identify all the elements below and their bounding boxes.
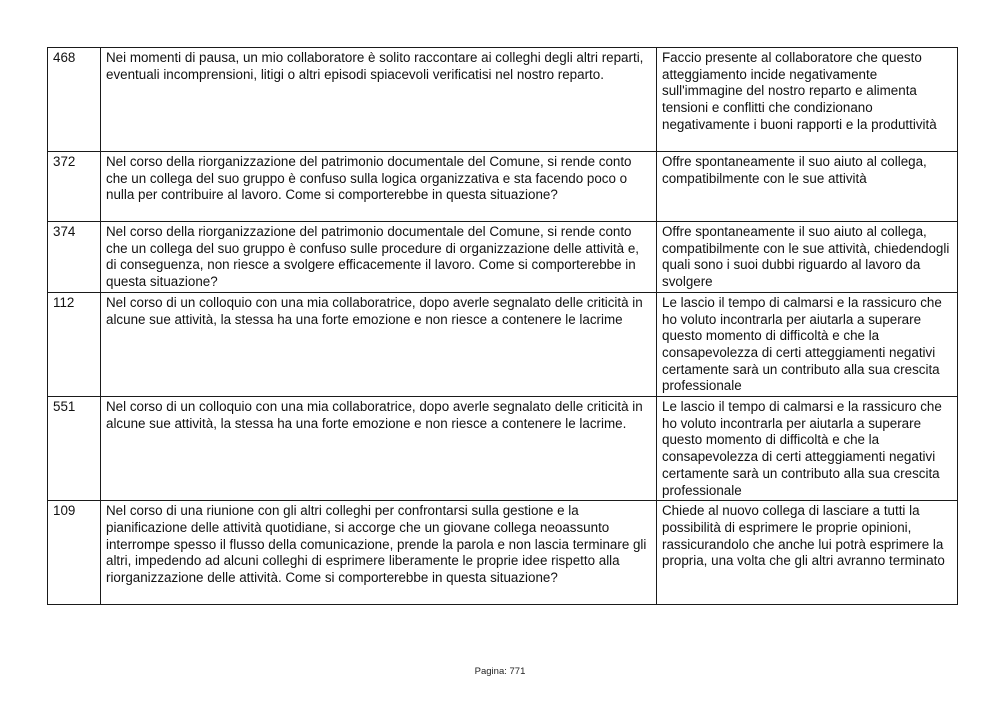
table-row: [48, 48, 958, 152]
answer-text-cell: Offre spontaneamente il suo aiuto al collega, compatibilmente con le sue attività, chiedendogli quali sono i suoi dubbi riguardo al lavoro da svolgere: [657, 222, 958, 293]
question-id-cell: 112: [48, 292, 101, 396]
table-row: [48, 397, 958, 501]
page-number: Pagina: 771: [474, 666, 526, 677]
question-text-cell: Nel corso di un colloquio con una mia collaboratrice, dopo averle segnalato delle criticità in alcune sue attività, la stessa ha una forte emozione e non riesce a contenere le lacrime: [101, 292, 657, 396]
table-row: [48, 152, 958, 222]
answer-text-cell: Faccio presente al collaboratore che questo atteggiamento incide negativamente sull'immagine del nostro reparto e alimenta tensioni e conflitti che condizionano negativamente i buoni rapporti e la produttività: [657, 48, 958, 152]
table-row: [48, 501, 958, 605]
table-row: [48, 222, 958, 293]
question-id-cell: 372: [48, 152, 101, 222]
question-text-cell: Nel corso di un colloquio con una mia collaboratrice, dopo averle segnalato delle criticità in alcune sue attività, la stessa ha una forte emozione e non riesce a contenere le lacrime.: [101, 397, 657, 501]
question-text-cell: Nei momenti di pausa, un mio collaboratore è solito raccontare ai colleghi degli altri reparti, eventuali incomprensioni, litigi o altri episodi spiacevoli verificatisi nel nostro reparto.: [101, 48, 657, 152]
table-row: [48, 292, 958, 396]
question-id-cell: 468: [48, 48, 101, 152]
question-text-cell: Nel corso della riorganizzazione del patrimonio documentale del Comune, si rende conto che un collega del suo gruppo è confuso sulle procedure di organizzazione delle attività e, di conseguenza, non riesce a svolgere efficacemente il lavoro. Come si comporterebbe in questa situazione?: [101, 222, 657, 293]
question-text-cell: Nel corso della riorganizzazione del patrimonio documentale del Comune, si rende conto che un collega del suo gruppo è confuso sulla logica organizzativa e sta facendo poco o nulla per contribuire al lavoro. Come si comporterebbe in questa situazione?: [101, 152, 657, 222]
answer-text-cell: Chiede al nuovo collega di lasciare a tutti la possibilità di esprimere le proprie opinioni, rassicurandolo che anche lui potrà esprimere la propria, una volta che gli altri avranno terminato: [657, 501, 958, 605]
question-id-cell: 374: [48, 222, 101, 293]
questions-table: [47, 47, 958, 605]
answer-text-cell: Le lascio il tempo di calmarsi e la rassicuro che ho voluto incontrarla per aiutarla a superare questo momento di difficoltà e che la consapevolezza di certi atteggiamenti negativi certamente sarà un contributo alla sua crescita professionale: [657, 292, 958, 396]
question-id-cell: 551: [48, 397, 101, 501]
answer-text-cell: Offre spontaneamente il suo aiuto al collega, compatibilmente con le sue attività: [657, 152, 958, 222]
question-text-cell: Nel corso di una riunione con gli altri colleghi per confrontarsi sulla gestione e la pianificazione delle attività quotidiane, si accorge che un giovane collega neoassunto interrompe spesso il flusso della comunicazione, prende la parola e non lascia terminare gli altri, impedendo ad alcuni colleghi di esprimere liberamente le proprie idee rispetto alla riorganizzazione delle attività. Come si comporterebbe in questa situazione?: [101, 501, 657, 605]
question-id-cell: 109: [48, 501, 101, 605]
answer-text-cell: Le lascio il tempo di calmarsi e la rassicuro che ho voluto incontrarla per aiutarla a superare questo momento di difficoltà e che la consapevolezza di certi atteggiamenti negativi certamente sarà un contributo alla sua crescita professionale: [657, 397, 958, 501]
